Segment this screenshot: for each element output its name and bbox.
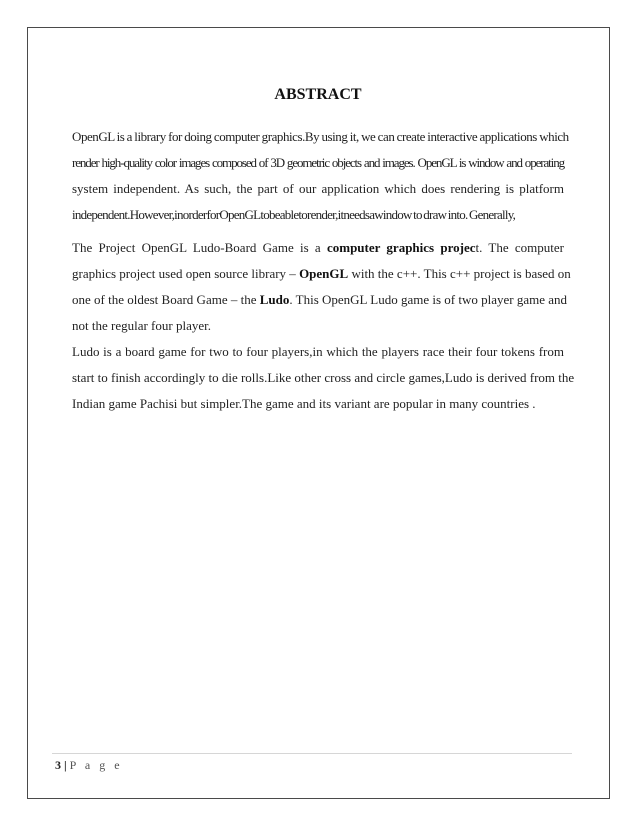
- paragraph-line: [72, 261, 571, 287]
- abstract-heading: ABSTRACT: [274, 86, 362, 103]
- paragraph-ludo-description: [72, 339, 575, 417]
- text-run: with the c++. This c++ project is based on: [348, 266, 571, 281]
- paragraph-line: system independent. As such, the part of our application which does rendering is platform: [72, 181, 564, 196]
- page-number: 3: [55, 758, 61, 772]
- paragraph-line: [72, 287, 568, 313]
- paragraph-line: [72, 235, 564, 261]
- paragraph-line: Indian game Pachisi but simpler.The game and its variant are popular in many countries .: [72, 396, 536, 411]
- bold-term-ludo: Ludo: [259, 292, 290, 307]
- text-run: one of the oldest Board Game – the: [72, 292, 260, 307]
- page-footer: [55, 758, 123, 773]
- paragraph-line: start to finish accordingly to die rolls.Like other cross and circle games,Ludo is derived from the: [72, 370, 575, 385]
- page-label: P a g e: [69, 758, 123, 772]
- paragraph-project-description: [72, 235, 571, 339]
- text-run: graphics project used open source library –: [72, 266, 300, 281]
- paragraph-line: Ludo is a board game for two to four players,in which the players race their four tokens from: [72, 344, 564, 359]
- footer-divider: [52, 753, 572, 754]
- paragraph-opengl-intro: [72, 124, 569, 228]
- bold-term-computer-graphics: computer graphics projec: [326, 240, 476, 255]
- text-run: . This OpenGL Ludo game is of two player game and: [289, 292, 568, 307]
- footer-separator: |: [64, 758, 67, 772]
- bold-term-opengl: OpenGL: [299, 266, 349, 281]
- paragraph-line: independent.However,inorderforOpenGLtobeabletorender,itneedsawindow to draw into. Generally,: [72, 207, 516, 222]
- text-run: t. The computer: [475, 240, 564, 255]
- paragraph-line: not the regular four player.: [72, 318, 211, 333]
- paragraph-line: OpenGL is a library for doing computer graphics.By using it, we can create interactive applications which: [72, 129, 569, 144]
- text-run: The Project OpenGL Ludo-Board Game is a: [72, 240, 327, 255]
- paragraph-line: render high-quality color images composed of 3D geometric objects and images. OpenGL is window and operating: [72, 155, 564, 170]
